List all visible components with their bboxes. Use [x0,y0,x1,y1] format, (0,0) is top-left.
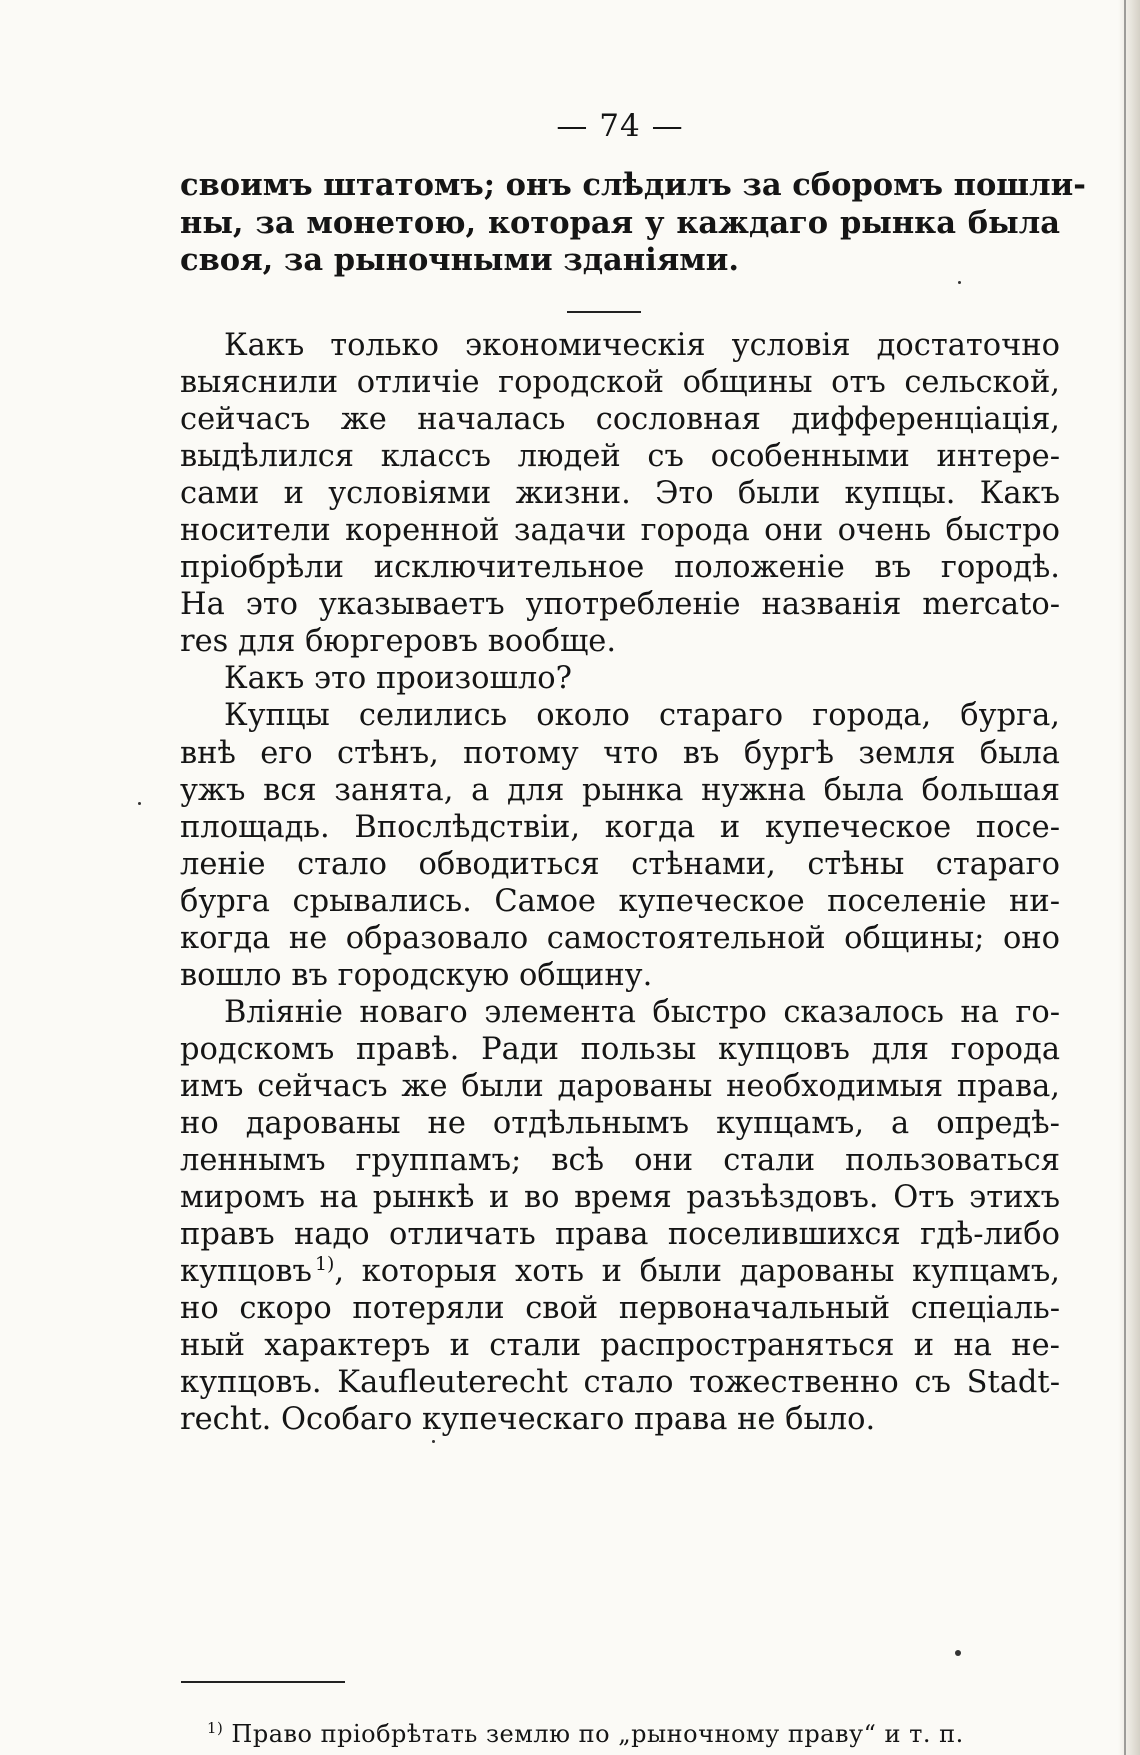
page-number: — 74 — [556,108,684,144]
text-line: вошло въ городскую общину. [180,957,653,993]
scan-speck [955,1650,961,1656]
text-line: Вліяніе новаго элемента быстро сказалось на го- [224,994,1060,1030]
text-line: бурга срывались. Самое купеческое поселеніе ни- [180,883,1060,919]
text-line: правъ надо отличать права поселившихся гдѣ-либо [180,1217,1060,1253]
text-line: родскомъ правѣ. Ради пользы купцовъ для города [180,1031,1060,1067]
text-line: имъ сейчасъ же были дарованы необходимыя права, [180,1068,1060,1104]
scan-speck [958,281,961,284]
text-line: На это указываетъ употребленіе названія mercato- [180,587,1060,623]
section-separator [567,311,641,313]
text-line: выдѣлился классъ людей съ особенными интере- [180,439,1060,475]
text-line-with-footnote-ref [180,1254,1060,1291]
text-line: но скоро потеряли свой первоначальный спеціаль- [180,1291,1060,1327]
top-paragraph [180,167,1086,280]
text-line: ны, за монетою, которая у каждаго рынка была [180,204,1060,241]
text-line: своя, за рыночными зданіями. [180,242,739,278]
text-line: Какъ только экономическія условія достаточно [224,328,1060,363]
text-fragment: купцовъ [180,1254,312,1290]
text-line: миромъ на рынкѣ и во время разъѣздовъ. Отъ этихъ [180,1180,1060,1216]
page-edge-line [1124,0,1126,1755]
text-line: но дарованы не отдѣльнымъ купцамъ, а опредѣ- [180,1105,1060,1141]
text-line: res для бюргеровъ вообще. [180,624,617,660]
text-line: ужъ вся занята, а для рынка нужна была большая [180,772,1060,808]
text-line: recht. Особаго купеческаго права не было. [180,1402,876,1438]
text-line: леннымъ группамъ; всѣ они стали пользоваться [180,1143,1060,1179]
footnote [207,1720,1067,1748]
scan-speck [138,802,141,805]
text-line: ный характеръ и стали распространяться и на не- [180,1328,1060,1364]
text-line: Купцы селились около стараго города, бурга, [224,698,1060,734]
text-line: леніе стало обводиться стѣнами, стѣны стараго [180,846,1060,882]
text-line: своимъ штатомъ; онъ слѣдилъ за сборомъ пошли- [180,167,1086,203]
text-line: Какъ это произошло? [224,661,572,697]
footnote-text: Право пріобрѣтать землю по „рыночному праву“ и т. п. [231,1720,964,1748]
main-text [180,328,1060,1439]
text-line: внѣ его стѣнъ, потому что въ бургѣ земля была [180,735,1060,771]
text-line: сейчасъ же началась сословная дифференціація, [180,402,1060,438]
page-edge [1118,0,1140,1755]
footnote-marker: 1) [207,1719,224,1737]
text-line: сами и условіями жизни. Это были купцы. Какъ [180,476,1060,512]
text-line: купцовъ. Kaufleuterecht стало тожественно съ Stadt- [180,1365,1060,1401]
text-line: когда не образовало самостоятельной общины; оно [180,920,1060,956]
text-fragment: , которыя хоть и были дарованы купцамъ, [334,1254,1060,1290]
scan-speck [432,1440,435,1443]
footnote-reference: 1) [314,1253,335,1276]
text-line: площадь. Впослѣдствіи, когда и купеческое посе- [180,809,1060,845]
footnote-rule [181,1681,345,1683]
text-line: выяснили отличіе городской общины отъ сельской, [180,365,1060,401]
text-line: носители коренной задачи города они очень быстро [180,513,1060,549]
text-line: пріобрѣли исключительное положеніе въ городѣ. [180,550,1060,586]
